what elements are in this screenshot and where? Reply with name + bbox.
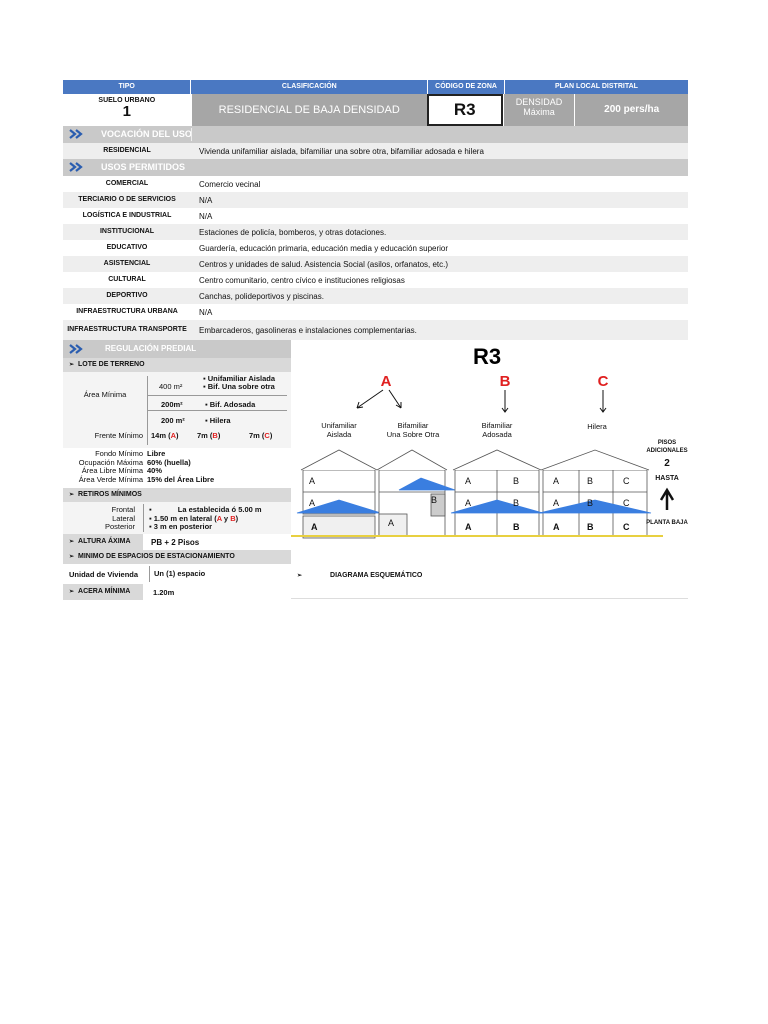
regulacion-panel xyxy=(63,340,291,600)
codigo-value: R3 xyxy=(427,94,503,126)
svg-text:Hilera: Hilera xyxy=(587,422,607,431)
header-plan: PLAN LOCAL DISTRITAL xyxy=(554,83,638,90)
uso-value: N/A xyxy=(199,195,213,205)
uso-row xyxy=(63,240,688,256)
frente-c: 7m (C) xyxy=(249,431,273,440)
svg-text:A: A xyxy=(465,522,472,532)
usos-list xyxy=(63,176,688,340)
uso-row xyxy=(63,192,688,208)
uso-row xyxy=(63,224,688,240)
area-400: 400 m² xyxy=(159,382,183,391)
retiros-values: ▪ La establecida ó 5.00 m ▪ 1.50 m en lateral (A y B) ▪ 3 m en posterior xyxy=(149,505,262,531)
vocacion-row xyxy=(63,143,688,159)
frente-a: 14m (A) xyxy=(151,431,179,440)
ocupacion-values: Libre 60% (huella) 40% 15% del Área Libre xyxy=(147,449,215,484)
uso-value: N/A xyxy=(199,307,213,317)
summary-row xyxy=(63,94,688,126)
chevron-icon xyxy=(69,162,87,172)
uso-row xyxy=(63,304,688,320)
frente-label: Frente Mínimo xyxy=(94,431,143,440)
svg-text:PISOS: PISOS xyxy=(657,440,677,446)
area-200b: 200 m² xyxy=(161,416,185,425)
uso-value: Centros y unidades de salud. Asistencia Social (asilos, orfanatos, etc.) xyxy=(199,259,449,269)
vocacion-band xyxy=(63,126,688,143)
header-tipo: TIPO xyxy=(63,80,191,94)
chevron-icon xyxy=(69,129,87,139)
uso-label: DEPORTIVO xyxy=(106,292,148,299)
ocupacion-labels: Fondo Mínimo Ocupación Máxima Área Libre Mínima Área Verde Mínima xyxy=(78,449,143,484)
svg-text:C: C xyxy=(623,498,630,508)
acera-value: 1.20m xyxy=(153,587,175,597)
svg-text:A: A xyxy=(465,476,472,486)
retiros-header: ➢ RETIROS MÍNIMOS xyxy=(63,488,291,502)
svg-text:Bifamiliar: Bifamiliar xyxy=(397,421,429,430)
uso-value: Centro comunitario, centro cívico e instituciones religiosas xyxy=(199,275,405,285)
svg-text:B: B xyxy=(513,522,520,532)
uso-value: Canchas, polideportivos y piscinas. xyxy=(199,291,324,301)
densidad-cell xyxy=(503,94,575,126)
svg-text:Una Sobre Otra: Una Sobre Otra xyxy=(386,430,440,439)
regulacion-title: REGULACIÓN PREDIAL xyxy=(105,344,197,353)
uso-row xyxy=(63,272,688,288)
diagram-title: R3 xyxy=(472,344,502,369)
svg-text:B: B xyxy=(587,498,594,508)
diagram-caption: ➢ DIAGRAMA ESQUEMÁTICO xyxy=(297,572,423,579)
header-clasificacion: CLASIFICACIÓN xyxy=(191,80,428,94)
label-b: B xyxy=(499,373,511,390)
svg-text:A: A xyxy=(553,498,560,508)
uso-value: Embarcaderos, gasolineras e instalaciones complementarias. xyxy=(199,325,417,335)
svg-text:ADICIONALES: ADICIONALES xyxy=(646,448,688,454)
uso-label: INFRAESTRUCTURA URBANA xyxy=(76,308,178,315)
uso-row xyxy=(63,176,688,192)
altura-label: ➢ ALTURA ÁXIMA xyxy=(63,534,143,550)
label-c: C xyxy=(597,373,609,390)
usos-title: USOS PERMITIDOS xyxy=(101,162,186,172)
svg-text:C: C xyxy=(623,522,630,532)
estac-row xyxy=(63,564,291,584)
svg-text:B: B xyxy=(513,498,520,508)
uso-label: EDUCATIVO xyxy=(106,244,148,251)
acera-label: ➢ ACERA MÍNIMA xyxy=(63,584,143,600)
area-400-uses: ▪ Unifamiliar Aislada ▪ Bif. Una sobre otra xyxy=(203,374,275,391)
acera-row xyxy=(63,584,291,600)
uso-value: N/A xyxy=(199,211,213,221)
svg-text:A: A xyxy=(309,498,316,508)
uso-label: INSTITUCIONAL xyxy=(99,228,155,235)
svg-text:B: B xyxy=(513,476,520,486)
altura-row xyxy=(63,534,291,550)
uso-label: INFRAESTRUCTURA TRANSPORTE xyxy=(67,326,187,333)
uso-label: LOGÍSTICA E INDUSTRIAL xyxy=(82,212,172,219)
tipo-cell xyxy=(63,94,191,126)
uso-row xyxy=(63,288,688,304)
svg-text:Bifamiliar: Bifamiliar xyxy=(481,421,513,430)
densidad-label: DENSIDAD xyxy=(515,97,563,107)
svg-text:Aislada: Aislada xyxy=(326,430,352,439)
unidad-label: Unidad de Vivienda xyxy=(69,569,139,579)
svg-text:A: A xyxy=(553,476,560,486)
retiros-block xyxy=(63,502,291,534)
svg-text:C: C xyxy=(623,476,630,486)
svg-text:B: B xyxy=(431,495,438,505)
frente-b: 7m (B) xyxy=(197,431,221,440)
densidad-sub: Máxima xyxy=(523,107,555,117)
uso-value: Estaciones de policía, bomberos, y otras dotaciones. xyxy=(199,227,387,237)
svg-text:A: A xyxy=(465,498,472,508)
uso-value: Guardería, educación primaria, educación media y educación superior xyxy=(199,243,449,253)
area-minima-block xyxy=(63,372,291,448)
area-200a-use: ▪ Bif. Adosada xyxy=(205,400,256,409)
schematic-diagram xyxy=(291,340,688,545)
uso-row xyxy=(63,256,688,272)
header-codigo: CÓDIGO DE ZONA xyxy=(428,80,505,94)
svg-text:A: A xyxy=(309,476,316,486)
retiros-labels: Frontal Lateral Posterior xyxy=(104,505,135,531)
densidad-value: 200 pers/ha xyxy=(574,94,688,126)
uso-label: TERCIARIO O DE SERVICIOS xyxy=(78,196,176,203)
unidad-value: Un (1) espacio xyxy=(149,566,205,582)
suelo-label: SUELO URBANO xyxy=(98,97,156,104)
regulacion-section xyxy=(63,340,688,600)
svg-text:A: A xyxy=(553,522,560,532)
usos-band xyxy=(63,159,688,176)
svg-text:B: B xyxy=(587,476,594,486)
uso-row xyxy=(63,320,688,340)
area-minima-label: Área Mínima xyxy=(83,390,127,399)
estac-header: ➢ MINIMO DE ESPACIOS DE ESTACIONAMIENTO xyxy=(63,550,291,564)
lote-header: ➢ LOTE DE TERRENO xyxy=(63,358,291,372)
diagram-panel xyxy=(291,340,688,600)
svg-text:Adosada: Adosada xyxy=(482,430,512,439)
chevron-icon xyxy=(69,344,87,354)
zoning-sheet xyxy=(63,80,688,600)
uso-value: Comercio vecinal xyxy=(199,179,261,189)
svg-text:HASTA: HASTA xyxy=(655,475,679,482)
svg-text:2: 2 xyxy=(664,458,670,469)
svg-text:Unifamiliar: Unifamiliar xyxy=(321,421,357,430)
area-200a: 200m² xyxy=(161,400,183,409)
uso-row xyxy=(63,208,688,224)
suelo-number: 1 xyxy=(122,103,131,120)
regulacion-band xyxy=(63,340,291,358)
clasificacion-value: RESIDENCIAL DE BAJA DENSIDAD xyxy=(191,94,427,126)
uso-label: CULTURAL xyxy=(108,276,146,283)
vocacion-label: RESIDENCIAL xyxy=(103,147,151,154)
uso-label: COMERCIAL xyxy=(105,180,149,187)
ocupacion-block xyxy=(63,448,291,488)
area-200b-use: ▪ Hilera xyxy=(205,416,231,425)
svg-text:PLANTA BAJA: PLANTA BAJA xyxy=(646,520,688,526)
label-a: A xyxy=(380,373,392,390)
vocacion-value: Vivienda unifamiliar aislada, bifamiliar una sobre otra, bifamiliar adosada e hilera xyxy=(199,146,484,156)
header-row xyxy=(63,80,688,94)
altura-value: PB + 2 Pisos xyxy=(151,537,200,547)
svg-text:A: A xyxy=(388,518,395,528)
vocacion-title: VOCACIÓN DEL USO xyxy=(101,129,192,139)
svg-text:B: B xyxy=(587,522,594,532)
svg-text:A: A xyxy=(311,522,318,532)
uso-label: ASISTENCIAL xyxy=(103,260,151,267)
